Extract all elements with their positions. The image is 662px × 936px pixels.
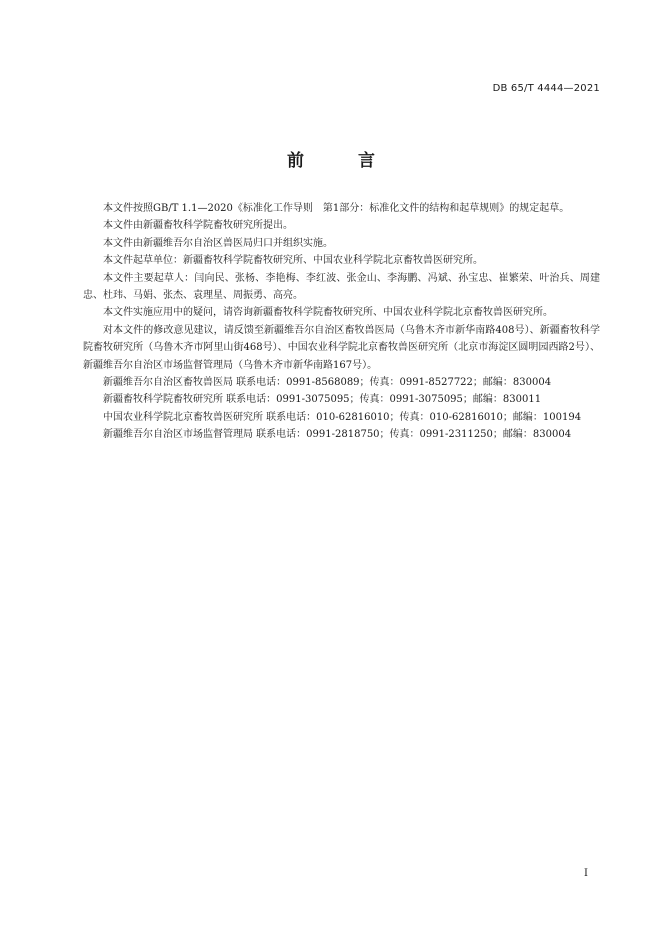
page-title: 前 言 (287, 151, 399, 171)
paragraph-inquiries: 本文件实施应用中的疑问，请咨询新疆畜牧科学院畜牧研究所、中国农业科学院北京畜牧兽医研究所。 (103, 307, 553, 319)
paragraph-feedback: 对本文件的修改意见建议，请反馈至新疆维吾尔自治区畜牧兽医局（乌鲁木齐市新华南路408号）、新疆畜牧科学院畜牧研究所（乌鲁木齐市阿里山街468号）、中国农业科学院北京畜牧兽医研究所（北京市海淀区圆明园西路2号）、新疆维吾尔自治区市场监督管理局（乌鲁木齐市新华南路167号）。 (83, 324, 600, 371)
paragraph-drafting-units: 本文件起草单位：新疆畜牧科学院畜牧研究所、中国农业科学院北京畜牧兽医研究所。 (103, 255, 483, 267)
paragraph-proposer: 本文件由新疆畜牧科学院畜牧研究所提出。 (103, 220, 293, 232)
paragraph-administrator: 本文件由新疆维吾尔自治区兽医局归口并组织实施。 (103, 237, 333, 249)
paragraph-drafters: 本文件主要起草人：闫向民、张杨、李艳梅、李红波、张金山、李海鹏、冯斌、孙宝忠、崔繁荣、叶治兵、周建忠、杜玮、马娟、张杰、袁理星、周振勇、高亮。 (83, 272, 600, 302)
contact-line: 新疆维吾尔自治区畜牧兽医局 联系电话：0991-8568089；传真：0991-8527722；邮编：830004 (103, 377, 552, 389)
page-number: I (584, 868, 588, 879)
paragraph-drafting-basis: 本文件按照GB/T 1.1—2020《标准化工作导则 第1部分：标准化文件的结构和起草规则》的规定起草。 (103, 203, 570, 214)
standard-code: DB 65/T 4444—2021 (492, 83, 600, 94)
foreword-body (83, 200, 600, 444)
contact-line: 新疆维吾尔自治区市场监督管理局 联系电话：0991-2818750；传真：0991-2311250；邮编：830004 (103, 429, 572, 441)
contact-line: 新疆畜牧科学院畜牧研究所 联系电话：0991-3075095；传真：0991-3075095；邮编：830011 (103, 394, 542, 406)
contact-line: 中国农业科学院北京畜牧兽医研究所 联系电话：010-62816010；传真：010-62816010；邮编：100194 (103, 411, 582, 423)
